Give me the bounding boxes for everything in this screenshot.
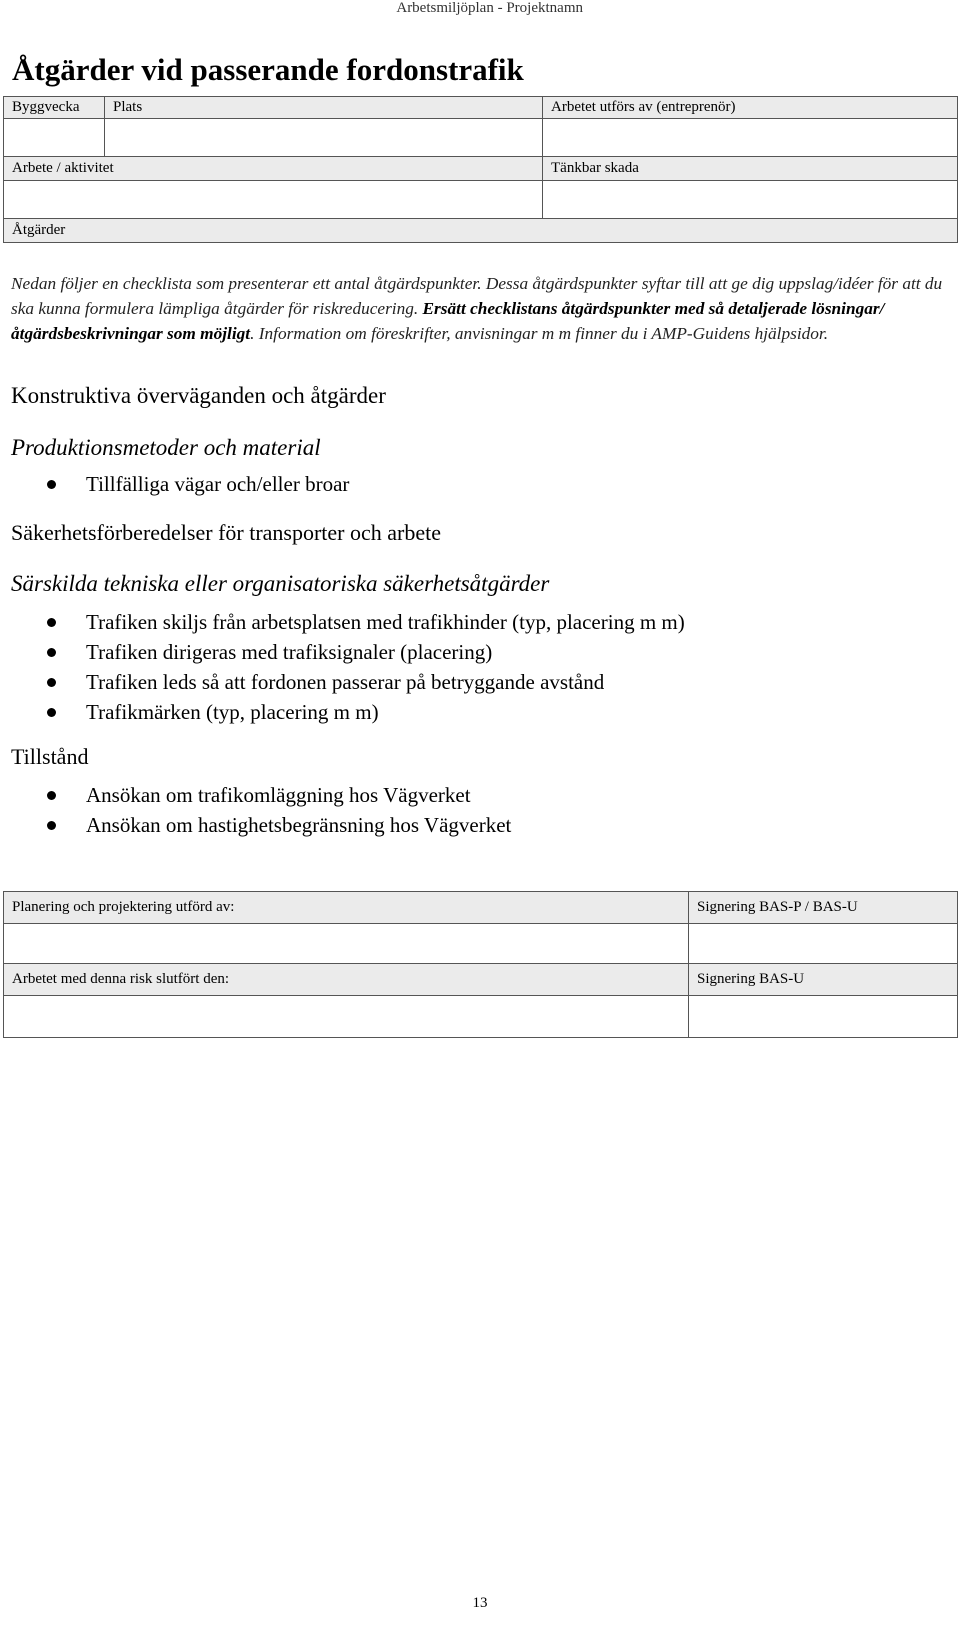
slutfort-field[interactable]	[4, 996, 689, 1038]
signering-bas-u-label: Signering BAS-U	[689, 964, 958, 996]
signering-bas-pu-field[interactable]	[689, 924, 958, 964]
list-item	[0, 607, 685, 637]
intro-bold: Ersätt checklistans åtgärdspunkter med så detaljerade lösningar/åtgärdsbeskrivningar som möjligt	[11, 299, 885, 343]
planering-field[interactable]	[4, 924, 689, 964]
list-item	[0, 637, 685, 667]
list-item	[0, 667, 685, 697]
list-item-text: Ansökan om hastighetsbegränsning hos Vägverket	[86, 813, 512, 837]
form-bottom	[3, 891, 958, 1038]
list-item-text: Tillfälliga vägar och/eller broar	[86, 472, 350, 496]
skada-field[interactable]	[543, 181, 958, 219]
plats-label: Plats	[105, 97, 543, 119]
utfors-av-label: Arbetet utförs av (entreprenör)	[543, 97, 958, 119]
tillstand-list	[0, 780, 511, 840]
bullet-icon	[47, 618, 56, 627]
list-item-text: Trafiken dirigeras med trafiksignaler (placering)	[86, 640, 493, 664]
bullet-icon	[47, 480, 56, 489]
byggvecka-label: Byggvecka	[4, 97, 105, 119]
produktion-list	[0, 469, 349, 499]
page-title: Åtgärder vid passerande fordonstrafik	[12, 52, 524, 87]
signering-bas-u-field[interactable]	[689, 996, 958, 1038]
planering-label: Planering och projektering utförd av:	[4, 892, 689, 924]
list-item-text: Ansökan om trafikomläggning hos Vägverket	[86, 783, 471, 807]
list-item-text: Trafikmärken (typ, placering m m)	[86, 700, 379, 724]
signering-bas-pu-label: Signering BAS-P / BAS-U	[689, 892, 958, 924]
bullet-icon	[47, 821, 56, 830]
arbete-label: Arbete / aktivitet	[4, 157, 543, 181]
byggvecka-field[interactable]	[4, 119, 105, 157]
atgarder-label: Åtgärder	[4, 219, 958, 243]
heading-konstruktiva: Konstruktiva överväganden och åtgärder	[11, 383, 386, 408]
list-item	[0, 697, 685, 727]
list-item	[0, 469, 349, 499]
intro-part2: . Information om föreskrifter, anvisningar m m finner du i AMP-Guidens hjälpsidor.	[250, 324, 829, 343]
bullet-icon	[47, 708, 56, 717]
list-item-text: Trafiken skiljs från arbetsplatsen med trafikhinder (typ, placering m m)	[86, 610, 685, 634]
heading-produktion: Produktionsmetoder och material	[11, 435, 321, 460]
bullet-icon	[47, 648, 56, 657]
list-item	[0, 810, 511, 840]
intro-part1: Nedan följer en checklista som presenterar ett antal åtgärdspunkter. Dessa åtgärdspunkter syftar till att ge dig uppslag/idéer för att du ska kunna formulera lämpliga åtgärder för riskreducering.	[11, 274, 943, 318]
slutfort-label: Arbetet med denna risk slutfört den:	[4, 964, 689, 996]
bullet-icon	[47, 678, 56, 687]
heading-sarskilda: Särskilda tekniska eller organisatoriska säkerhetsåtgärder	[11, 571, 550, 596]
heading-tillstand: Tillstånd	[11, 744, 89, 769]
list-item-text: Trafiken leds så att fordonen passerar på betryggande avstånd	[86, 670, 605, 694]
running-header: Arbetsmiljöplan - Projektnamn	[396, 0, 583, 16]
list-item	[0, 780, 511, 810]
intro-text	[11, 271, 946, 346]
page-number: 13	[472, 1595, 488, 1611]
sarskilda-list	[0, 607, 685, 727]
skada-label: Tänkbar skada	[543, 157, 958, 181]
heading-sakerhet: Säkerhetsförberedelser för transporter och arbete	[11, 520, 442, 545]
bullet-icon	[47, 791, 56, 800]
plats-field[interactable]	[105, 119, 543, 157]
arbete-field[interactable]	[4, 181, 543, 219]
form-top	[3, 96, 958, 243]
utfors-av-field[interactable]	[543, 119, 958, 157]
